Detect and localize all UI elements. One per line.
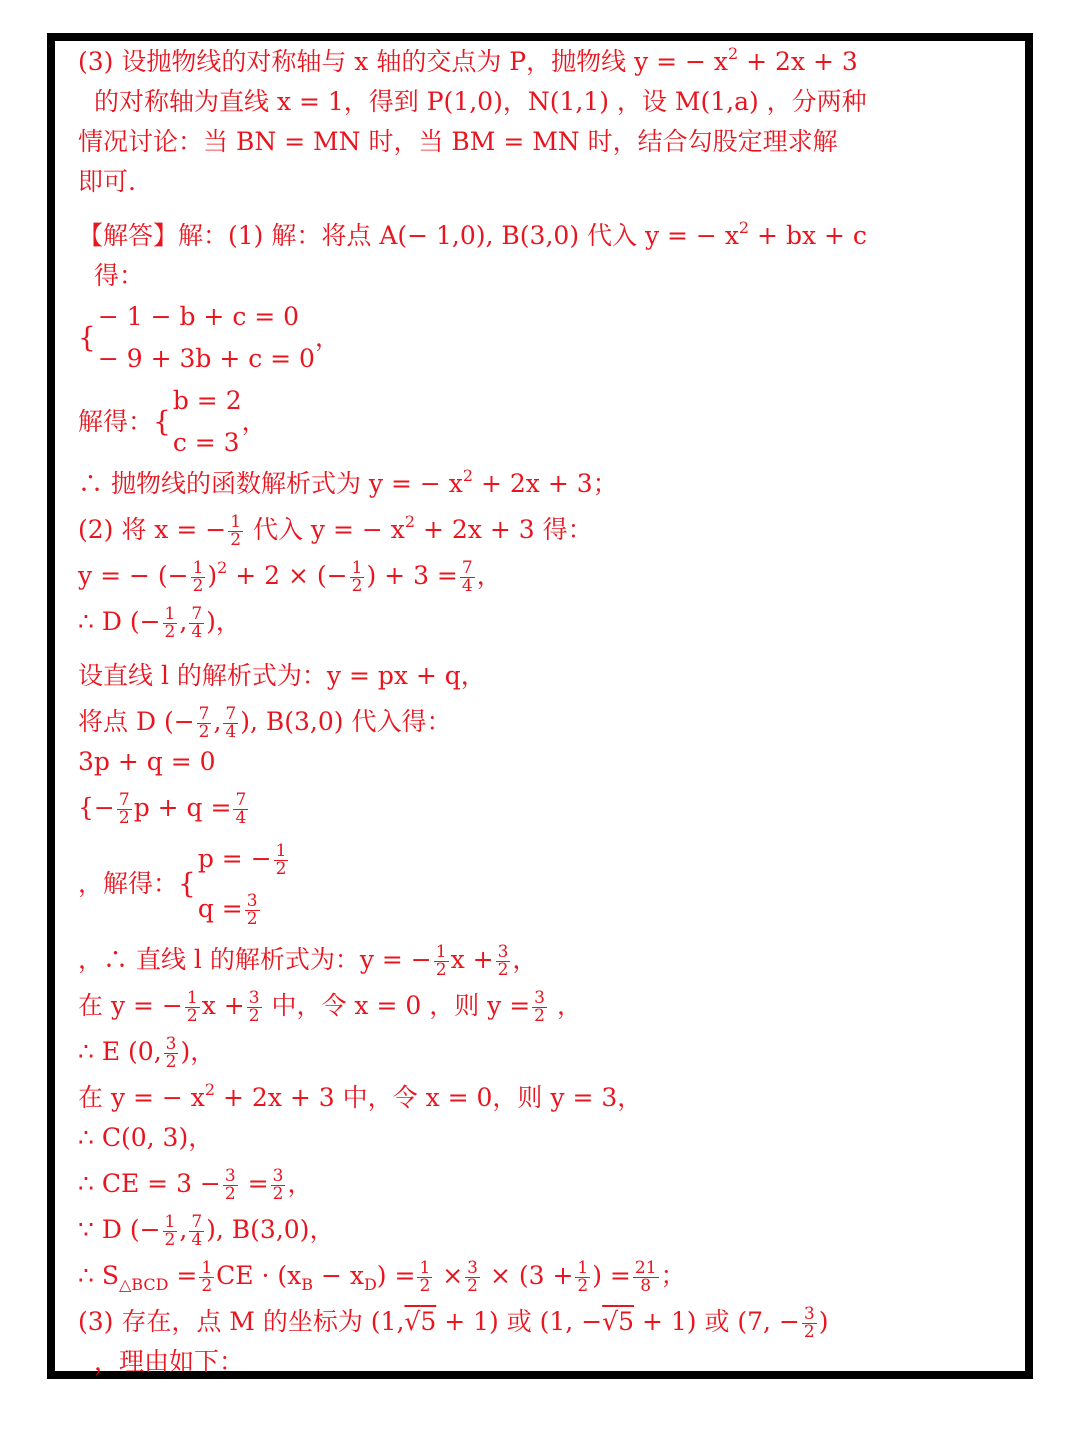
hint-line-1: (3) 设抛物线的对称轴与 x 轴的交点为 P，抛物线 y = − $x^2 + 2x + 3$ [78,43,858,76]
answer-line-2: 得： [94,261,145,290]
part2-calc: y = − (− $\frac{1}{2}$ )$^2$ + 2 × (− $\frac{1}{2}$ ) + 3 = $\frac{7}{4}$ ， [78,557,502,596]
triangle-area: ∴ $S_{\triangle BCD}$ = $\frac{1}{2}$ CE · $(x_B - x_D)$ = $\frac{1}{2}$ × $\frac{3}{2}$ × (3 + $\frac{1}{2}$ ) = $\frac{21}{8}$ ； [78,1258,686,1296]
line-l-definition: 设直线 l 的解析式为：y = px + q， [78,661,486,690]
system-3-row-1: 3p + q = 0 [78,747,216,776]
solve-p-q: ，解得： { p = − $\frac{1}{2}$ q = $\frac{3}{2}$ [78,841,287,929]
points-d-b: ∵ D (− $\frac{1}{2}$ , $\frac{7}{4}$ ), B(3,0)， [78,1212,335,1250]
point-d: ∴ D (− $\frac{1}{2}$ , $\frac{7}{4}$ )， [78,604,241,642]
parabola-expression: ∴ 抛物线的函数解析式为 y = − $x^2 + 2x + 3$； [78,465,618,498]
part3-reason: ，理由如下： [94,1347,245,1376]
substitute-points: 将点 D (− $\frac{7}{2}$ , $\frac{7}{4}$ ), B(3,0) 代入得： [78,704,452,742]
point-c: ∴ C(0, 3)， [78,1123,214,1152]
hint-line-2: 的对称轴为直线 x = 1，得到 P(1,0)，N(1,1) ，设 M(1,a) ，分两种 [94,87,867,116]
part2-line-1: (2) 将 x = − $\frac{1}{2}$ 代入 y = − $x^2 + 2x + 3$ 得： [78,511,593,550]
answer-line-1: 【解答】解：(1) 解：将点 A(− 1,0), B(3,0) 代入 y = − $x^2$ + bx + c [78,217,867,250]
hint-line-3: 情况讨论：当 BN = MN 时，当 BM = MN 时，结合勾股定理求解 [78,127,838,156]
equation-system-1: { − 1 − b + c = 0 − 9 + 3b + c = 0 ， [78,302,340,373]
hint-line-4: 即可. [78,167,136,196]
left-brace: { [178,867,196,900]
equation-system-2: 解得： { b = 2 c = 3 ， [78,386,267,457]
point-e-derivation: 在 y = − $\frac{1}{2}$ x + $\frac{3}{2}$ 中，令 x = 0 ，则 y = $\frac{3}{2}$ ， [78,988,582,1026]
solution-content [78,42,1008,1382]
point-c-derivation: 在 y = − $x^2 + 2x + 3$ 中，令 x = 0，则 y = 3， [78,1079,643,1112]
left-brace: { [153,405,171,438]
line-l-result: ，∴ 直线 l 的解析式为：y = − $\frac{1}{2}$ x + $\frac{3}{2}$ ， [78,942,538,980]
point-e: ∴ E (0, $\frac{3}{2}$ )， [78,1034,216,1072]
part3-answer: (3) 存在，点 M 的坐标为 (1,√ 5 + 1) 或 (1, −√ 5 + 1) 或 (7, − $\frac{3}{2}$ ) [78,1302,1008,1342]
left-brace: { [78,321,96,354]
answer-tag: 【解答】 [78,221,179,250]
system-3-row-2: {− $\frac{7}{2}$ p + q = $\frac{7}{4}$ [78,790,247,828]
ce-length: ∴ CE = 3 − $\frac{3}{2}$ = $\frac{3}{2}$ ， [78,1166,313,1204]
